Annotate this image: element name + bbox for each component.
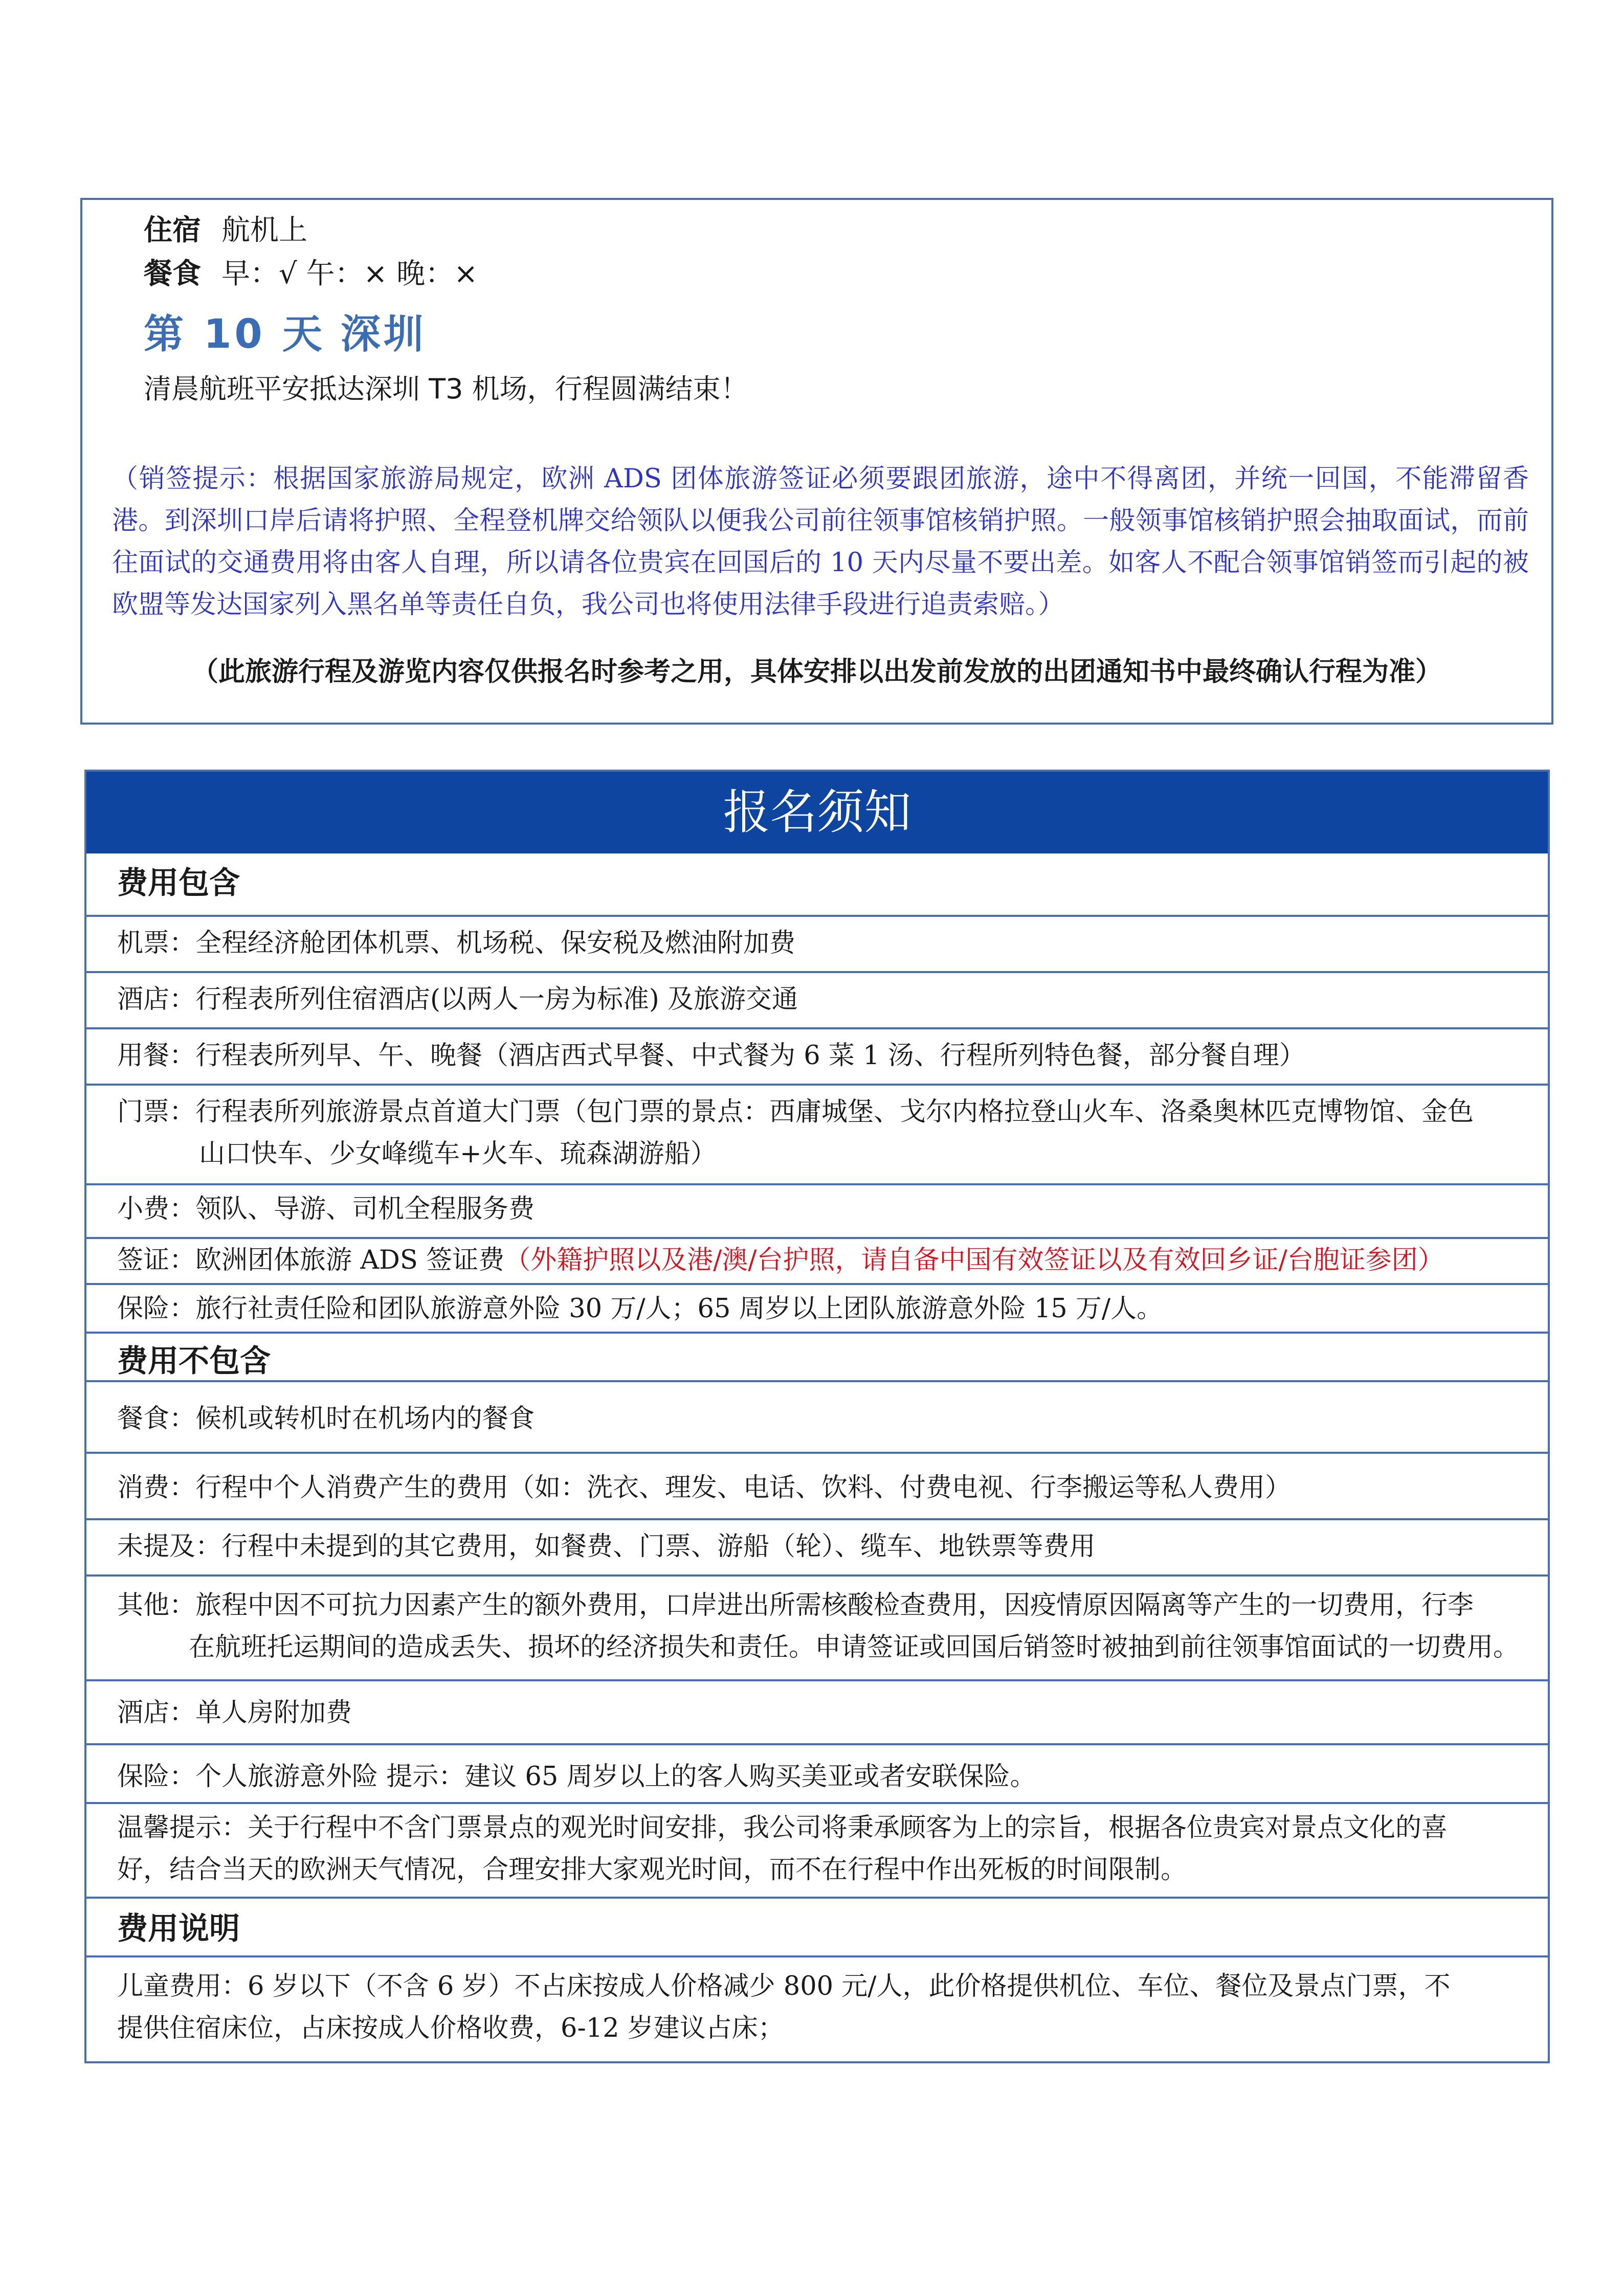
child-fee-line2: 提供住宿床位，占床按成人价格收费，6-12 岁建议占床； — [117, 2013, 784, 2043]
excluded-unmentioned: 未提及：行程中未提到的其它费用，如餐费、门票、游船（轮）、缆车、地铁票等费用 — [117, 1532, 1096, 1562]
day-city: 深圳 — [340, 311, 427, 357]
day-number: 第 10 天 — [144, 311, 325, 357]
divider — [86, 1743, 1548, 1745]
divider — [86, 1380, 1548, 1382]
divider — [86, 1084, 1548, 1086]
excluded-personal: 消费：行程中个人消费产生的费用（如：洗衣、理发、电话、饮料、付费电视、行李搬运等私人费用） — [117, 1473, 1292, 1503]
excluded-single-room: 酒店：单人房附加费 — [117, 1698, 352, 1728]
lodging-value: 航机上 — [221, 214, 307, 247]
divider — [86, 1237, 1548, 1239]
itinerary-disclaimer: （此旅游行程及游览内容仅供报名时参考之用，具体安排以出发前发放的出团通知书中最终确认行程为准） — [191, 657, 1442, 687]
excluded-other — [117, 1585, 1519, 1669]
lodging-row — [144, 213, 307, 249]
included-tips: 小费：领队、导游、司机全程服务费 — [117, 1194, 535, 1224]
child-fee — [117, 1966, 1450, 2050]
included-tickets-line2: 山口快车、少女峰缆车+火车、琉森湖游船） — [199, 1139, 717, 1169]
notes-section-title: 费用说明 — [117, 1911, 240, 1947]
included-tickets-line1: 门票：行程表所列旅游景点首道大门票（包门票的景点：西庸城堡、戈尔内格拉登山火车、洛桑奥林匹克博物馆、金色 — [117, 1097, 1474, 1127]
included-hotel: 酒店：行程表所列住宿酒店(以两人一房为标准) 及旅游交通 — [117, 984, 798, 1015]
divider — [86, 1332, 1548, 1334]
divider — [86, 1027, 1548, 1029]
warm-reminder — [117, 1807, 1448, 1891]
registration-title: 报名须知 — [86, 772, 1548, 853]
divider — [86, 1452, 1548, 1454]
included-tickets — [117, 1091, 1474, 1175]
included-meals: 用餐：行程表所列早、午、晚餐（酒店西式早餐、中式餐为 6 菜 1 汤、行程所列特色餐，部分餐自理） — [117, 1041, 1305, 1071]
meals-label: 餐食 — [144, 257, 201, 290]
included-visa — [117, 1240, 1444, 1281]
divider — [86, 1802, 1548, 1804]
visa-cancellation-note: （销签提示：根据国家旅游局规定，欧洲 ADS 团体旅游签证必须要跟团旅游，途中不得离团，并统一回国，不能滞留香港。到深圳口岸后请将护照、全程登机牌交给领队以便我公司前往领事馆核销护照。一般领事馆核销护照会抽取面试，而前往面试的交通费用将由客人自理，所以请各位贵宾在回国后的 10 天内尽量不要出差。如客人不配合领事馆销签而引起的被欧盟等发达国家列入黑名单等责任自负，我公司也将使用法律手段进行追责索赔。） — [112, 464, 1529, 620]
included-visa-warning: （外籍护照以及港/澳/台护照，请自备中国有效签证以及有效回乡证/台胞证参团） — [504, 1245, 1444, 1275]
divider — [86, 971, 1548, 973]
meals-row — [144, 256, 478, 292]
warm-reminder-line1: 温馨提示：关于行程中不含门票景点的观光时间安排，我公司将秉承顾客为上的宗旨，根据各位贵宾对景点文化的喜 — [117, 1813, 1448, 1843]
excluded-other-line2: 在航班托运期间的造成丢失、损坏的经济损失和责任。申请签证或回国后销签时被抽到前往领事馆面试的一切费用。 — [189, 1632, 1520, 1662]
included-insurance: 保险：旅行社责任险和团队旅游意外险 30 万/人；65 周岁以上团队旅游意外险 15 万/人。 — [117, 1294, 1163, 1324]
divider — [86, 1518, 1548, 1520]
warm-reminder-line2: 好，结合当天的欧洲天气情况，合理安排大家观光时间，而不在行程中作出死板的时间限制。 — [117, 1855, 1187, 1885]
excluded-other-line1: 其他：旅程中因不可抗力因素产生的额外费用，口岸进出所需核酸检查费用，因疫情原因隔离等产生的一切费用，行李 — [117, 1590, 1474, 1620]
meals-value: 早：√ 午：× 晚：× — [221, 257, 478, 290]
day-description: 清晨航班平安抵达深圳 T3 机场，行程圆满结束！ — [144, 373, 748, 405]
divider — [86, 1955, 1548, 1957]
divider — [86, 1574, 1548, 1577]
divider — [86, 1679, 1548, 1681]
divider — [86, 915, 1548, 917]
included-section-title: 费用包含 — [117, 865, 240, 901]
registration-notice-table — [84, 770, 1550, 2063]
day-title — [144, 302, 442, 359]
lodging-label: 住宿 — [144, 214, 201, 247]
excluded-section-title: 费用不包含 — [117, 1343, 271, 1379]
divider — [86, 1897, 1548, 1899]
included-visa-text: 签证：欧洲团体旅游 ADS 签证费 — [117, 1245, 505, 1275]
excluded-meals: 餐食：候机或转机时在机场内的餐食 — [117, 1404, 535, 1434]
itinerary-day-box — [80, 198, 1553, 725]
included-flight: 机票：全程经济舱团体机票、机场税、保安税及燃油附加费 — [117, 928, 796, 958]
divider — [86, 1283, 1548, 1285]
excluded-insurance: 保险：个人旅游意外险 提示：建议 65 周岁以上的客人购买美亚或者安联保险。 — [117, 1762, 1036, 1792]
divider — [86, 1183, 1548, 1185]
child-fee-line1: 儿童费用：6 岁以下（不含 6 岁）不占床按成人价格减少 800 元/人，此价格提供机位、车位、餐位及景点门票，不 — [117, 1971, 1451, 2001]
